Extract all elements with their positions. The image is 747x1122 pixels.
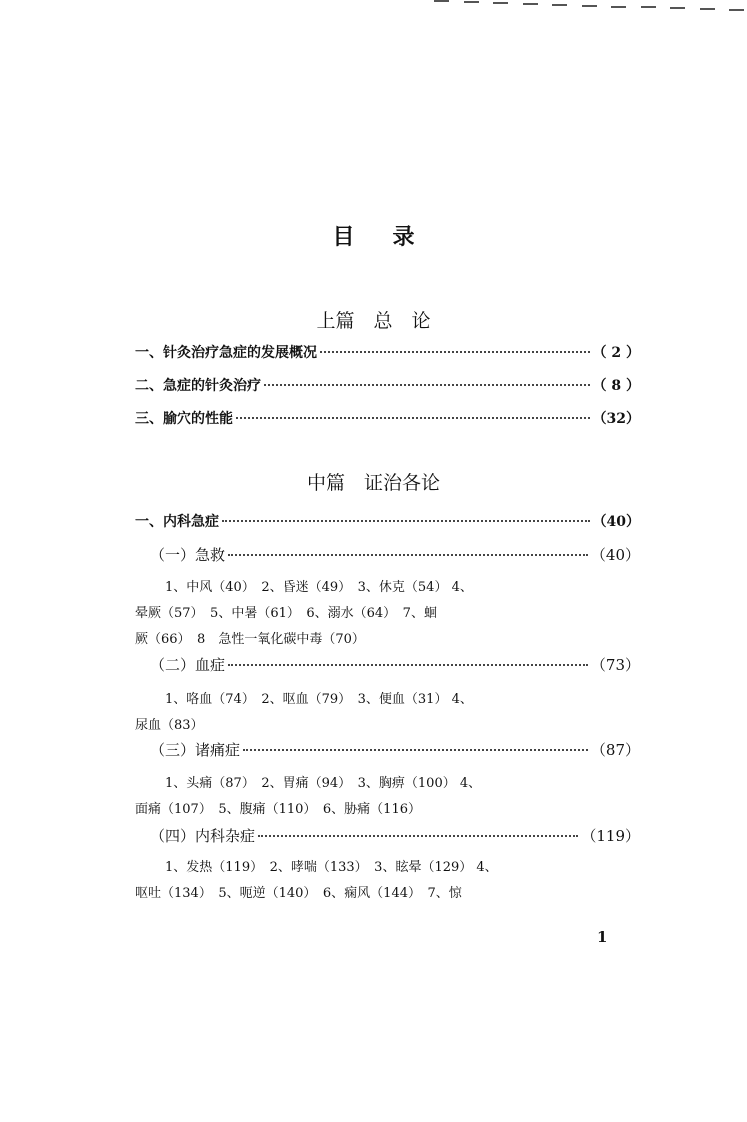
toc-entry[interactable] [135,409,640,429]
entry-page: （87） [590,741,640,759]
toc-item-line: 尿血（83） [135,718,204,733]
toc-item-line: 1、发热（119） 2、哮喘（133） 3、眩晕（129） 4、 [165,860,498,875]
entry-page: （119） [581,827,640,845]
toc-section[interactable] [150,655,640,675]
dot-leader [258,835,578,837]
toc-section[interactable] [150,740,640,760]
entry-label: 三、腧穴的性能 [135,411,233,427]
toc-entry[interactable] [135,343,640,363]
toc-section[interactable] [150,545,640,565]
toc-item-line: 面痛（107） 5、腹痛（110） 6、胁痛（116） [135,802,421,817]
page-number: 1 [597,928,608,946]
toc-item-line: 1、咯血（74） 2、呕血（79） 3、便血（31） 4、 [165,692,473,707]
entry-label: 一、内科急症 [135,514,219,530]
part2-heading: 中篇 证治各论 [306,472,440,494]
entry-page: （40） [590,546,640,564]
entry-page: （73） [590,656,640,674]
page-title: 目录 [332,224,453,250]
entry-label: （三）诸痛症 [150,741,241,759]
toc-item-line: 厥（66） 8 急性一氧化碳中毒（70） [135,632,365,647]
entry-label: （一）急救 [150,546,226,564]
dot-leader [243,749,588,751]
entry-page: （ 2 ） [592,345,640,361]
toc-section[interactable] [150,826,640,846]
entry-label: （四）内科杂症 [150,827,256,845]
dot-leader [320,351,590,353]
dot-leader [236,417,590,419]
entry-page: （40） [592,514,640,530]
toc-item-line: 1、中风（40） 2、昏迷（49） 3、休克（54） 4、 [165,580,473,595]
entry-label: （二）血症 [150,656,226,674]
toc-chapter[interactable] [135,512,640,532]
entry-label: 一、针灸治疗急症的发展概况 [135,345,317,361]
toc-entry[interactable] [135,376,640,396]
scan-edge-dashes [434,0,747,12]
entry-page: （ 8 ） [592,378,640,394]
entry-label: 二、急症的针灸治疗 [135,378,261,394]
dot-leader [228,554,588,556]
toc-item-line: 晕厥（57） 5、中暑（61） 6、溺水（64） 7、蛔 [135,606,437,621]
dot-leader [264,384,590,386]
toc-item-line: 呕吐（134） 5、呃逆（140） 6、痫风（144） 7、惊 [135,886,462,901]
dot-leader [228,664,588,666]
part1-heading: 上篇 总 论 [316,310,431,332]
toc-item-line: 1、头痛（87） 2、胃痛（94） 3、胸痹（100） 4、 [165,776,482,791]
entry-page: （32） [592,411,640,427]
dot-leader [222,520,590,522]
